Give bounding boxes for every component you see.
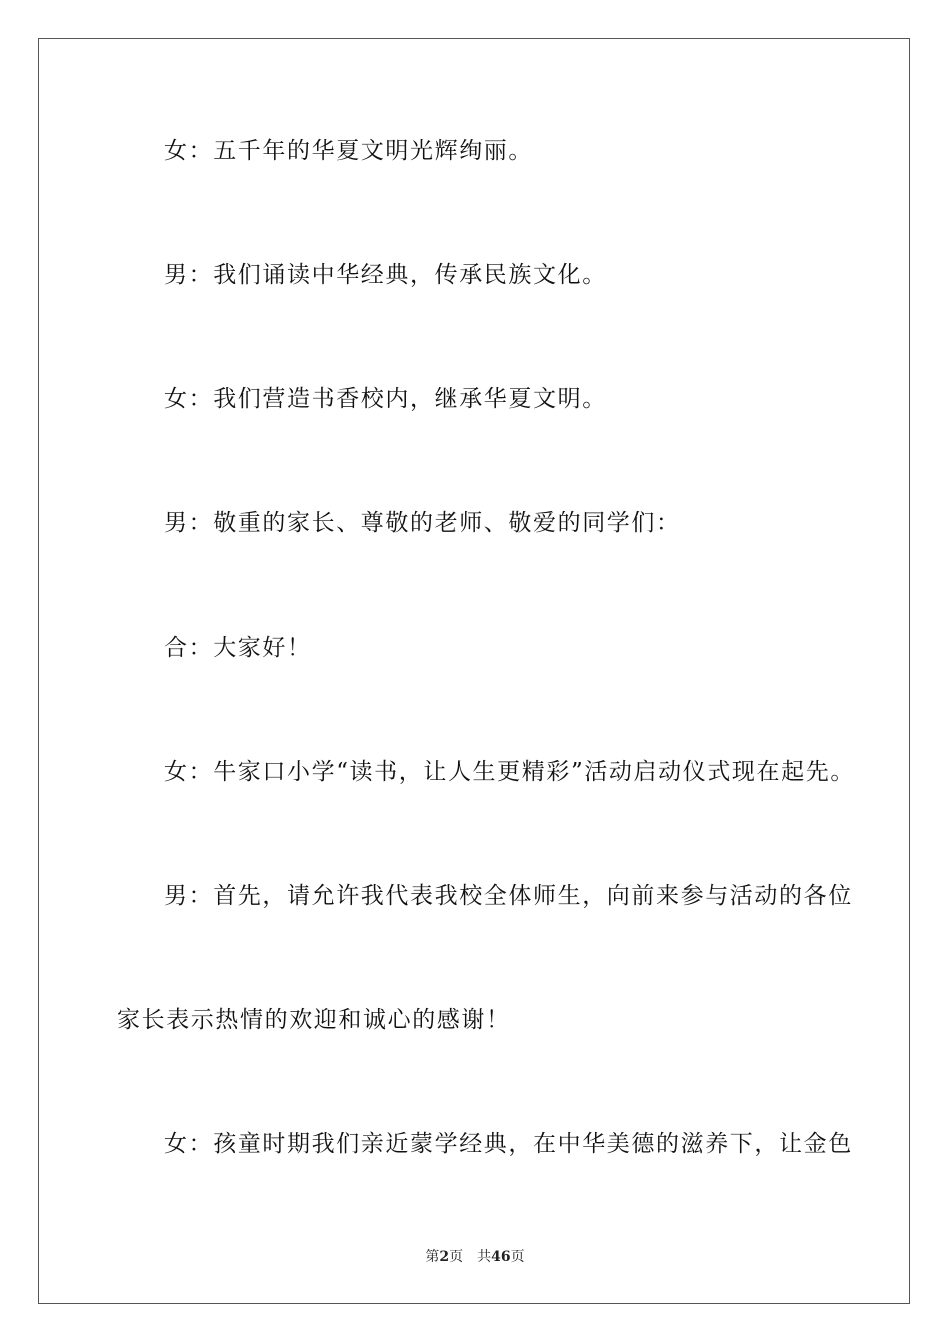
- page-border: [38, 38, 910, 1304]
- dialogue-line: 女：牛家口小学“读书，让人生更精彩”活动启动仪式现在起先。: [164, 759, 855, 785]
- dialogue-line: 男：敬重的家长、尊敬的老师、敬爱的同学们：: [164, 510, 681, 536]
- dialogue-line: 合：大家好！: [164, 635, 312, 661]
- page-number: 2: [439, 1249, 450, 1265]
- dialogue-line: 男：我们诵读中华经典，传承民族文化。: [164, 262, 607, 288]
- total-suffix: 页: [510, 1249, 525, 1265]
- page-prefix: 第: [425, 1249, 440, 1265]
- dialogue-line: 女：孩童时期我们亲近蒙学经典，在中华美德的滋养下，让金色: [164, 1131, 853, 1157]
- dialogue-line: 女：五千年的华夏文明光辉绚丽。: [164, 138, 533, 164]
- total-prefix: 共: [477, 1249, 492, 1265]
- page-suffix: 页: [449, 1249, 464, 1265]
- dialogue-line: 女：我们营造书香校内，继承华夏文明。: [164, 386, 607, 412]
- total-pages: 46: [491, 1249, 511, 1265]
- dialogue-line-continuation: 家长表示热情的欢迎和诚心的感谢！: [117, 1007, 511, 1033]
- dialogue-line: 男：首先，请允许我代表我校全体师生，向前来参与活动的各位: [164, 883, 853, 909]
- page-footer: [0, 1247, 950, 1267]
